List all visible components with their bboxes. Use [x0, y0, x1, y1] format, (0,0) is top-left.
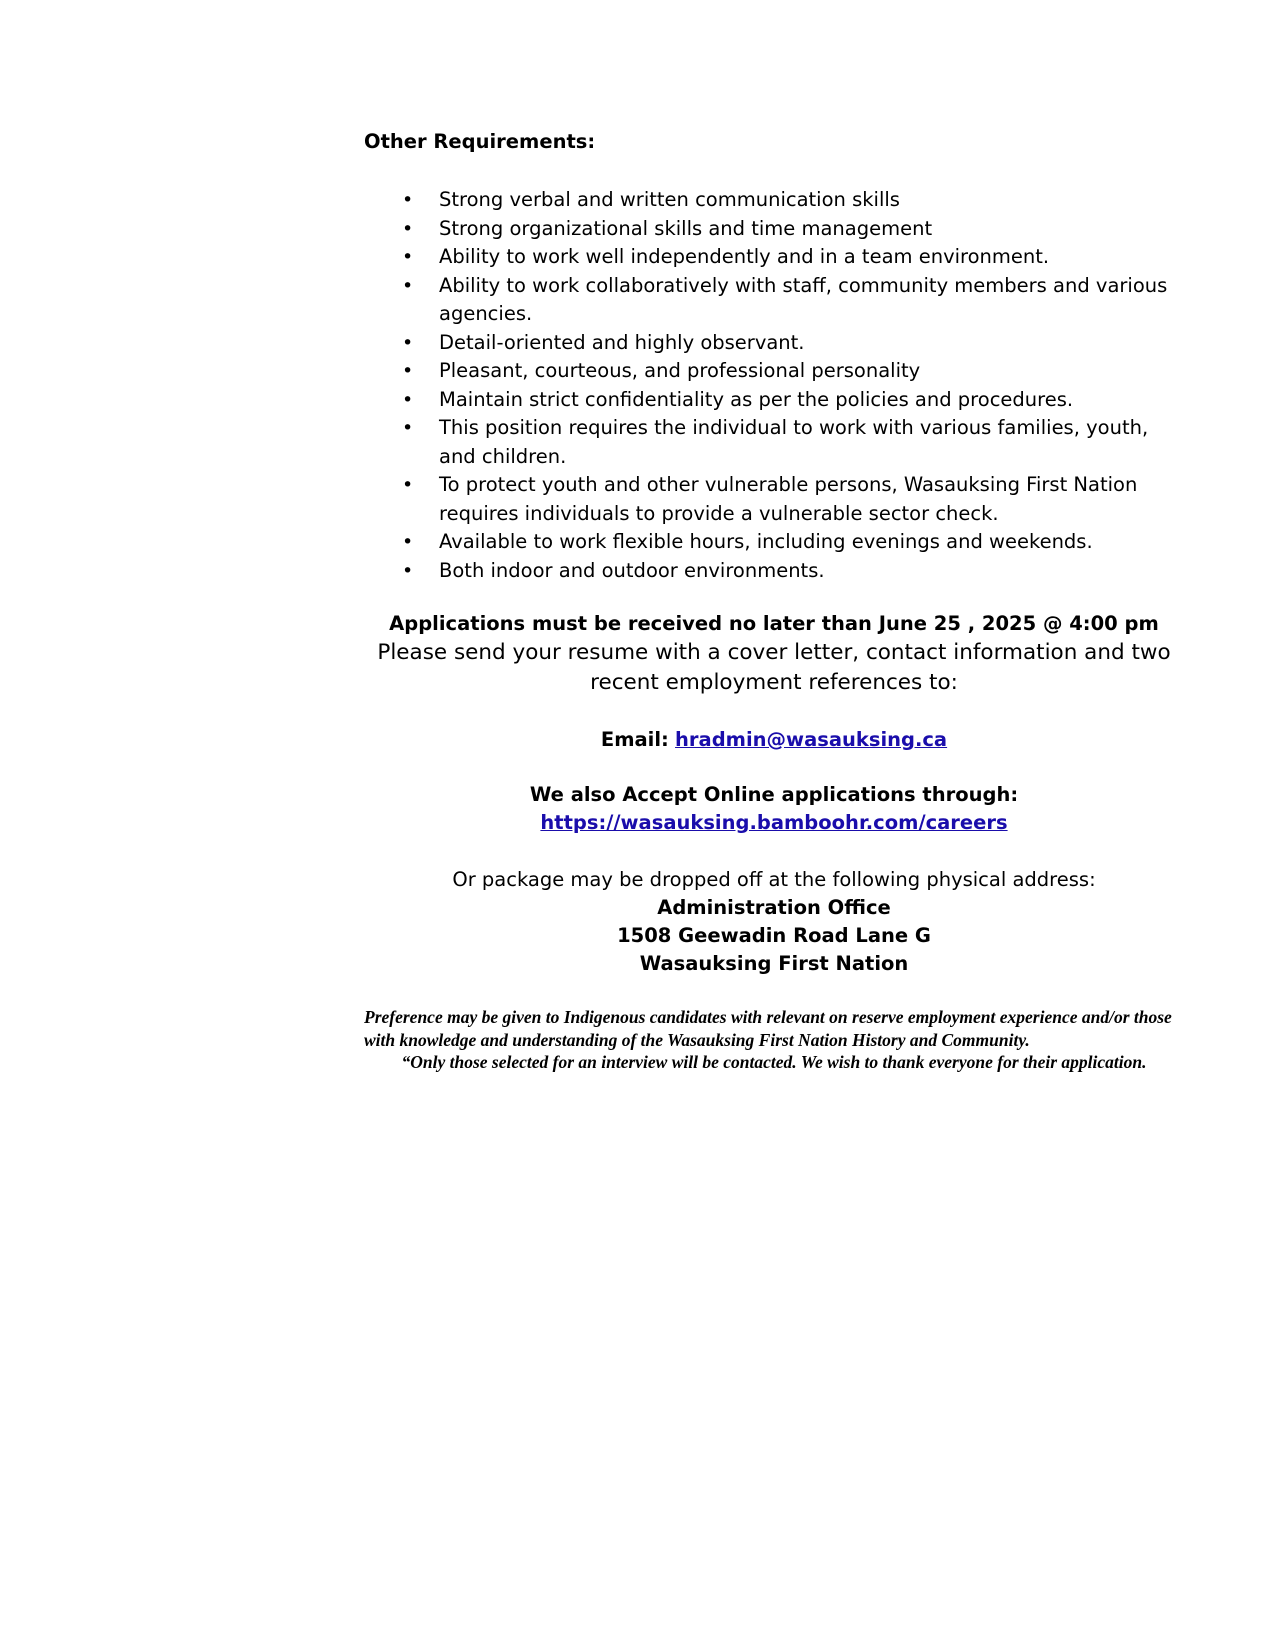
- list-item: [364, 329, 1184, 358]
- bullet-icon: •: [402, 331, 414, 354]
- bullet-icon: •: [402, 274, 414, 297]
- bullet-icon: •: [402, 417, 414, 439]
- list-item-text: Both indoor and outdoor environments.: [439, 558, 825, 582]
- contact-note: “Only those selected for an interview will be contacted. We wish to thank everyone for their application.: [401, 1052, 1147, 1072]
- list-item: [364, 557, 1184, 586]
- address-office: Administration Office: [657, 896, 891, 919]
- list-item-text: Ability to work well independently and in a team environment.: [439, 245, 1050, 268]
- application-instructions: Please send your resume with a cover letter, contact information and two recent employment references to:: [377, 640, 1171, 695]
- bullet-icon: •: [402, 388, 414, 411]
- bullet-icon: •: [402, 246, 414, 268]
- list-item-text: Ability to work collaboratively with staff, community members and various agencies.: [439, 273, 1168, 325]
- list-item: [364, 272, 1184, 329]
- email-link[interactable]: hradmin@wasauksing.ca: [675, 728, 948, 751]
- list-item-text: To protect youth and other vulnerable persons, Wasauksing First Nation requires individuals to provide a vulnerable sector check.: [439, 473, 1138, 525]
- preference-note: Preference may be given to Indigenous candidates with relevant on reserve employment experience and/or those with knowledge and understanding of the Wasauksing First Nation History and Community.: [364, 1007, 1172, 1050]
- list-item: [364, 471, 1184, 528]
- list-item: [364, 414, 1184, 471]
- address-nation: Wasauksing First Nation: [639, 952, 909, 975]
- bullet-icon: •: [402, 217, 414, 240]
- online-link-line: [364, 809, 1184, 837]
- list-item-text: Available to work flexible hours, including evenings and weekends.: [439, 530, 1093, 553]
- list-item-text: Pleasant, courteous, and professional personality: [439, 359, 921, 382]
- list-item-text: Strong verbal and written communication skills: [439, 188, 900, 211]
- list-item: [364, 243, 1184, 272]
- requirements-heading: Other Requirements:: [364, 130, 596, 153]
- online-applications-label: We also Accept Online applications through:: [529, 783, 1019, 806]
- requirements-list: [364, 186, 1184, 585]
- bullet-icon: •: [402, 474, 414, 496]
- bullet-icon: •: [402, 189, 414, 211]
- application-deadline: Applications must be received no later than June 25 , 2025 @ 4:00 pm: [389, 612, 1159, 635]
- document-page: [364, 128, 1184, 1074]
- email-label: Email:: [600, 728, 669, 751]
- address-street: 1508 Geewadin Road Lane G: [617, 924, 931, 947]
- list-item: [364, 215, 1184, 244]
- list-item-text: Maintain strict confidentiality as per the policies and procedures.: [439, 387, 1074, 411]
- list-item: [364, 186, 1184, 215]
- dropoff-text: Or package may be dropped off at the following physical address:: [452, 868, 1096, 891]
- bullet-icon: •: [402, 360, 414, 382]
- bullet-icon: •: [402, 559, 414, 582]
- careers-link[interactable]: https://wasauksing.bamboohr.com/careers: [540, 811, 1008, 834]
- list-item-text: Strong organizational skills and time management: [439, 216, 933, 240]
- list-item-text: Detail-oriented and highly observant.: [439, 330, 805, 354]
- list-item: [364, 386, 1184, 415]
- bullet-icon: •: [402, 531, 414, 553]
- email-line: [364, 726, 1184, 754]
- list-item-text: This position requires the individual to work with various families, youth, and children.: [439, 416, 1149, 468]
- list-item: [364, 528, 1184, 557]
- list-item: [364, 357, 1184, 386]
